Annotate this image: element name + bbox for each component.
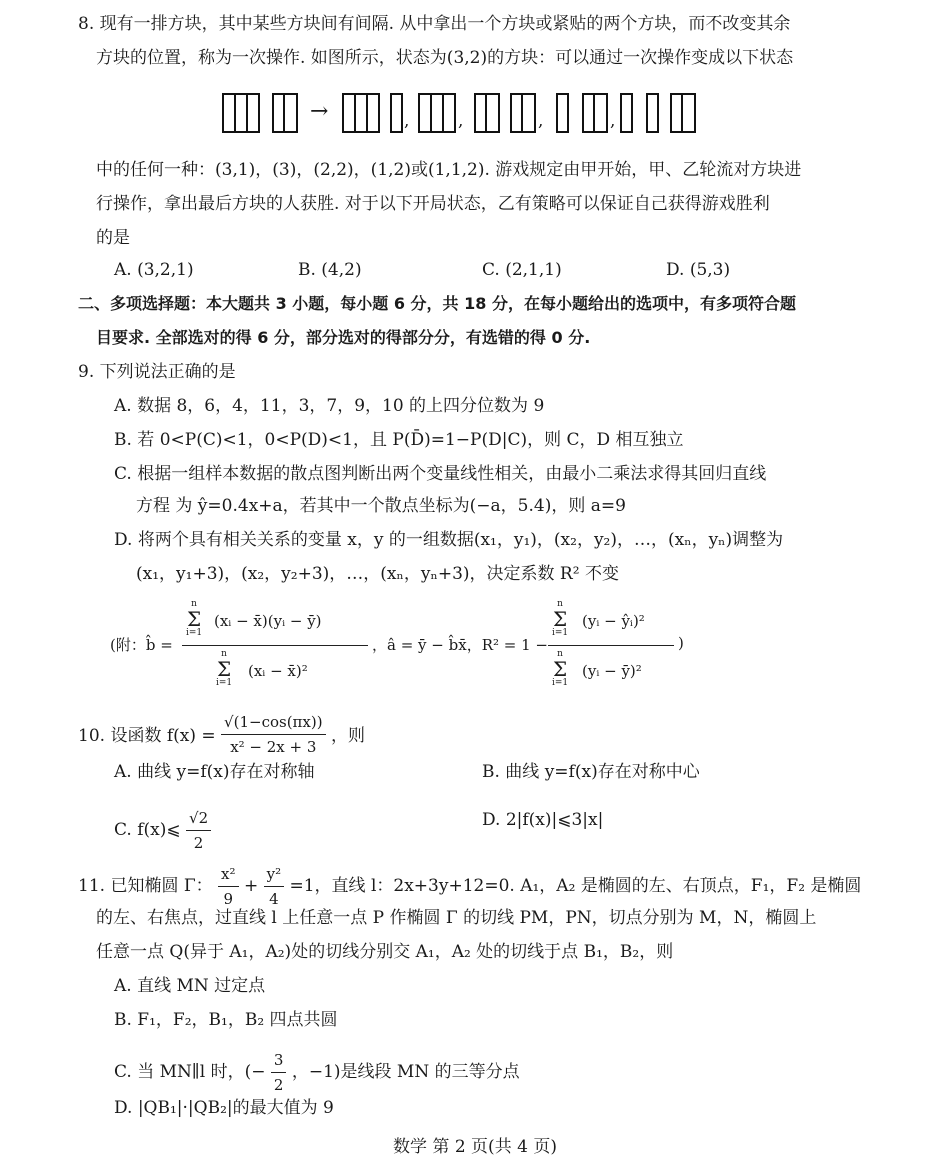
q8-option-a: A. (3,2,1) (114, 260, 194, 280)
q9-option-d-line2: (x₁，y₁+3)，(x₂，y₂+3)，…，(xₙ，yₙ+3)，决定系数 R² 不变 (136, 564, 619, 584)
q9-option-b: B. 若 0<P(C)<1，0<P(D)<1，且 P(D̄)=1−P(D|C)，则 C，D 相互独立 (114, 430, 684, 450)
q11-line3: 任意一点 Q(异于 A₁，A₂)处的切线分别交 A₁，A₂ 处的切线于点 B₁，B₂，则 (96, 942, 674, 962)
q8-line1: 8. 现有一排方块，其中某些方块间有间隔. 从中拿出一个方块或紧贴的两个方块，而不改变其余 (78, 14, 791, 34)
q8-option-d: D. (5,3) (666, 260, 731, 280)
q8-line5: 的是 (96, 228, 130, 248)
q8-line2: 方块的位置，称为一次操作. 如图所示，状态为(3,2)的方块：可以通过一次操作变成以下状态 (96, 48, 794, 68)
section2-line2: 目要求. 全部选对的得 6 分，部分选对的得部分分，有选错的得 0 分. (96, 328, 591, 347)
q10-stem: 10. 设函数 f(x) = $\frac{√(1-\cos(\pi x))}{\text{x² − 2x + 3}}$ ，则 (78, 712, 365, 761)
q11-option-b: B. F₁，F₂，B₁，B₂ 四点共圆 (114, 1010, 338, 1030)
arrow: → (310, 99, 329, 124)
q8-line3: 中的任何一种：(3,1)，(3)，(2,2)，(1,2)或(1,1,2). 游戏规定由甲开始，甲、乙轮流对方块进 (96, 160, 802, 180)
q9-option-d-line1: D. 将两个具有相关关系的变量 x，y 的一组数据(x₁，y₁)，(x₂，y₂)，…，(xₙ，yₙ)调整为 (114, 530, 784, 550)
q9-stem: 9. 下列说法正确的是 (78, 362, 236, 382)
q11-option-a: A. 直线 MN 过定点 (114, 976, 266, 996)
block-group-2 (272, 93, 298, 133)
q8-option-b: B. (4,2) (298, 260, 362, 280)
section2-line1: 二、多项选择题：本大题共 3 小题，每小题 6 分，共 18 分，在每小题给出的选项中，有多项符合题 (78, 294, 796, 313)
q10-option-d: D. 2|f(x)|⩽3|x| (482, 810, 604, 830)
q8-line4: 行操作，拿出最后方块的人获胜. 对于以下开局状态，乙有策略可以保证自己获得游戏胜利 (96, 194, 770, 214)
regression-formula: (附：b̂ = n Σ i=1 (xᵢ − x̄)(yᵢ − ȳ) n Σ i=1 (xᵢ − x̄)² ，â = ȳ − b̂x̄，R² = 1 − n Σ i=1 (yᵢ − ŷᵢ)² n Σ i=1 (yᵢ − ȳ)² ) (110, 599, 684, 688)
q11-option-c: C. 当 MN∥l 时，(− $\frac{3}{2}$ ，−1)是线段 MN 的三等分点 (114, 1048, 520, 1097)
q9-option-a: A. 数据 8，6，4，11，3，7，9，10 的上四分位数为 9 (114, 396, 545, 416)
q11-line1: 11. 已知椭圆 Γ： $\frac{\text{x²}}{9}$ + $\frac{\text{y²}}{4}$ =1，直线 l：2x+3y+12=0. A₁，A₂ 是椭圆的左、右顶点，F₁，F₂ 是椭圆 (78, 862, 861, 911)
q10-option-c: C. f(x)⩽ $\frac{√2}{2}$ (114, 806, 211, 855)
q9-option-c-line1: C. 根据一组样本数据的散点图判断出两个变量线性相关，由最小二乘法求得其回归直线 (114, 464, 767, 484)
page-footer: 数学 第 2 页(共 4 页) (393, 1137, 557, 1157)
q10-option-b: B. 曲线 y=f(x)存在对称中心 (482, 762, 700, 782)
q8-option-c: C. (2,1,1) (482, 260, 562, 280)
q9-option-c-line2: 方程 为 ŷ=0.4x+a，若其中一个散点坐标为(−a，5.4)，则 a=9 (136, 496, 626, 516)
q10-option-a: A. 曲线 y=f(x)存在对称轴 (114, 762, 315, 782)
q11-option-d: D. |QB₁|·|QB₂|的最大值为 9 (114, 1098, 334, 1118)
q11-line2: 的左、右焦点，过直线 l 上任意一点 P 作椭圆 Γ 的切线 PM，PN，切点分别为 M，N，椭圆上 (96, 908, 817, 928)
